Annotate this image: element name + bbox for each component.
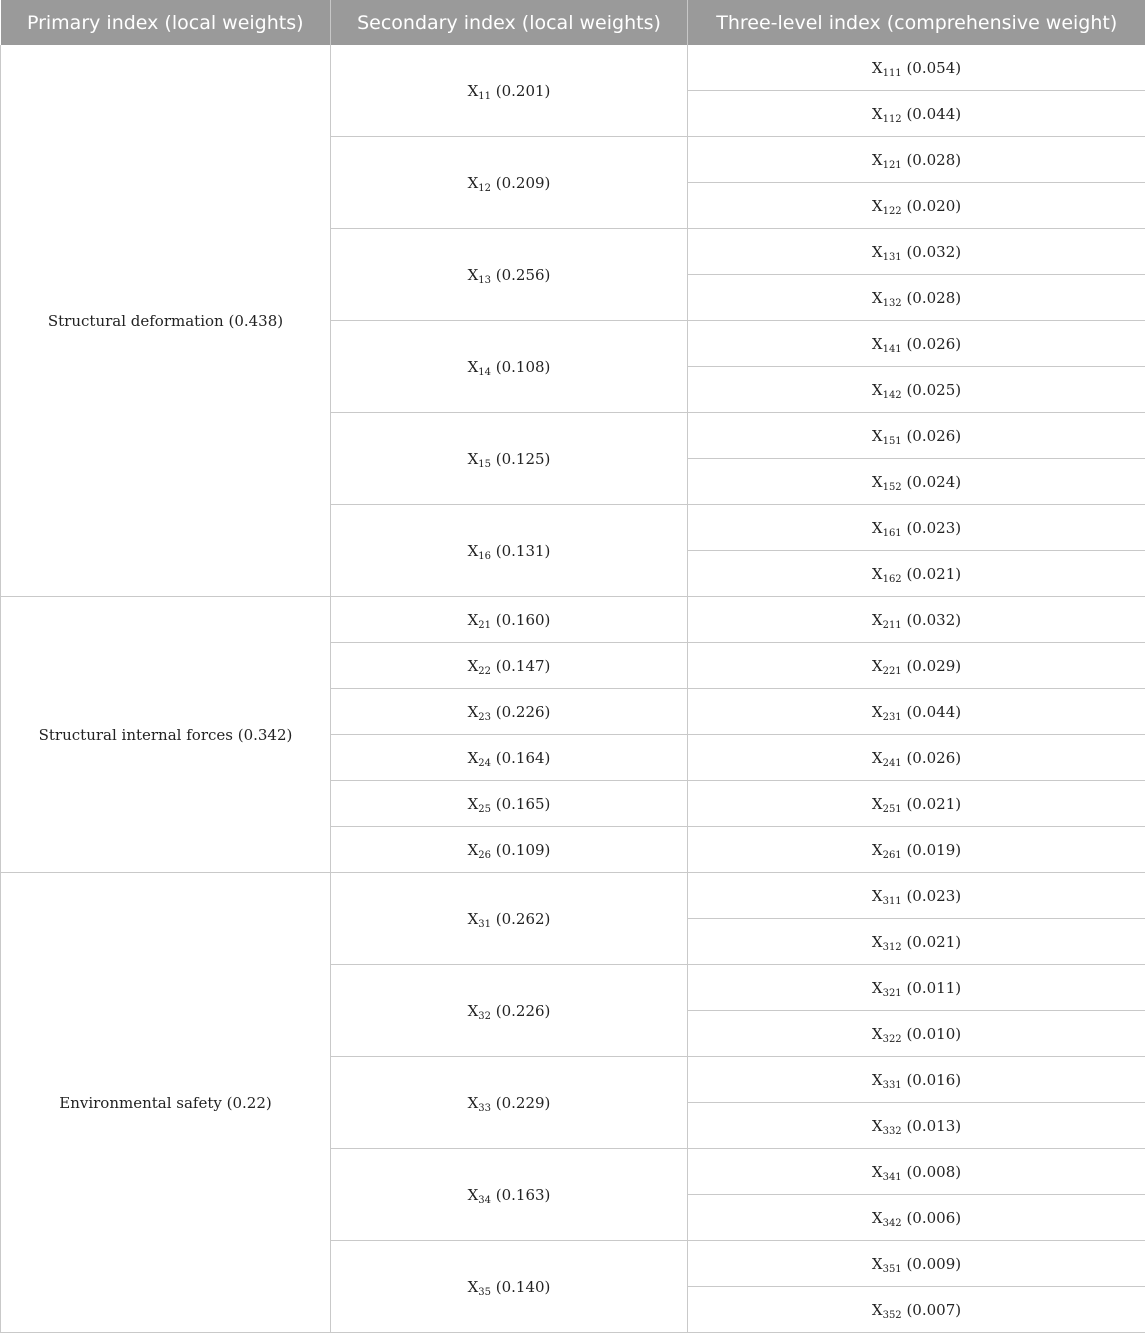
three-level-index-subscript: 352 <box>883 1310 902 1321</box>
three-level-index-cell <box>688 91 1145 137</box>
secondary-index-symbol: X <box>468 1186 479 1204</box>
three-level-index-subscript: 332 <box>883 1126 902 1137</box>
secondary-index-subscript: 15 <box>478 459 491 470</box>
three-level-index-subscript: 152 <box>883 482 902 493</box>
three-level-index-cell <box>688 459 1145 505</box>
three-level-index-cell <box>688 827 1145 873</box>
three-level-index-symbol: X <box>872 1301 883 1319</box>
secondary-index-cell <box>331 45 688 137</box>
three-level-index-header: Three-level index (comprehensive weight) <box>688 0 1145 45</box>
secondary-index-subscript: 35 <box>478 1287 491 1298</box>
three-level-index-weight: (0.011) <box>906 979 961 997</box>
three-level-index-symbol: X <box>872 933 883 951</box>
header-row <box>1 0 1145 45</box>
three-level-index-weight: (0.007) <box>906 1301 961 1319</box>
three-level-index-subscript: 261 <box>883 850 902 861</box>
secondary-index-symbol: X <box>468 841 479 859</box>
three-level-index-symbol: X <box>872 335 883 353</box>
three-level-index-weight: (0.026) <box>906 749 961 767</box>
three-level-index-subscript: 351 <box>883 1264 902 1275</box>
three-level-index-weight: (0.021) <box>906 565 961 583</box>
secondary-index-cell <box>331 321 688 413</box>
secondary-index-weight: (0.131) <box>496 542 551 560</box>
three-level-index-symbol: X <box>872 1209 883 1227</box>
three-level-index-cell <box>688 1103 1145 1149</box>
secondary-index-cell <box>331 505 688 597</box>
secondary-index-symbol: X <box>468 910 479 928</box>
three-level-index-symbol: X <box>872 519 883 537</box>
three-level-index-subscript: 312 <box>883 942 902 953</box>
three-level-index-weight: (0.026) <box>906 427 961 445</box>
three-level-index-subscript: 141 <box>883 344 902 355</box>
three-level-index-cell <box>688 1195 1145 1241</box>
secondary-index-weight: (0.147) <box>496 657 551 675</box>
three-level-index-cell <box>688 689 1145 735</box>
three-level-index-subscript: 112 <box>883 114 902 125</box>
three-level-index-weight: (0.044) <box>906 703 961 721</box>
secondary-index-weight: (0.262) <box>496 910 551 928</box>
three-level-index-cell <box>688 229 1145 275</box>
secondary-index-subscript: 33 <box>478 1103 491 1114</box>
three-level-index-subscript: 221 <box>883 666 902 677</box>
primary-index-cell: Structural deformation (0.438) <box>1 45 331 597</box>
secondary-index-cell <box>331 137 688 229</box>
three-level-index-symbol: X <box>872 197 883 215</box>
three-level-index-subscript: 322 <box>883 1034 902 1045</box>
secondary-index-subscript: 24 <box>478 758 491 769</box>
secondary-index-weight: (0.229) <box>496 1094 551 1112</box>
secondary-index-subscript: 16 <box>478 551 491 562</box>
secondary-index-symbol: X <box>468 1094 479 1112</box>
three-level-index-cell <box>688 321 1145 367</box>
three-level-index-weight: (0.023) <box>906 519 961 537</box>
secondary-index-subscript: 12 <box>478 183 491 194</box>
three-level-index-symbol: X <box>872 151 883 169</box>
secondary-index-cell <box>331 827 688 873</box>
three-level-index-cell <box>688 965 1145 1011</box>
three-level-index-symbol: X <box>872 1163 883 1181</box>
secondary-index-cell <box>331 965 688 1057</box>
three-level-index-symbol: X <box>872 795 883 813</box>
three-level-index-symbol: X <box>872 703 883 721</box>
three-level-index-symbol: X <box>872 381 883 399</box>
three-level-index-symbol: X <box>872 59 883 77</box>
three-level-index-cell <box>688 1241 1145 1287</box>
three-level-index-subscript: 142 <box>883 390 902 401</box>
secondary-index-cell <box>331 735 688 781</box>
secondary-index-header: Secondary index (local weights) <box>331 0 688 45</box>
three-level-index-symbol: X <box>872 611 883 629</box>
three-level-index-weight: (0.029) <box>906 657 961 675</box>
secondary-index-subscript: 26 <box>478 850 491 861</box>
three-level-index-symbol: X <box>872 657 883 675</box>
secondary-index-cell <box>331 781 688 827</box>
three-level-index-symbol: X <box>872 1117 883 1135</box>
secondary-index-symbol: X <box>468 266 479 284</box>
three-level-index-subscript: 161 <box>883 528 902 539</box>
three-level-index-symbol: X <box>872 243 883 261</box>
three-level-index-weight: (0.024) <box>906 473 961 491</box>
secondary-index-symbol: X <box>468 1278 479 1296</box>
secondary-index-symbol: X <box>468 749 479 767</box>
three-level-index-cell <box>688 551 1145 597</box>
primary-index-cell: Environmental safety (0.22) <box>1 873 331 1333</box>
three-level-index-weight: (0.013) <box>906 1117 961 1135</box>
three-level-index-cell <box>688 643 1145 689</box>
three-level-index-symbol: X <box>872 105 883 123</box>
primary-index-cell: Structural internal forces (0.342) <box>1 597 331 873</box>
three-level-index-weight: (0.054) <box>906 59 961 77</box>
secondary-index-subscript: 31 <box>478 919 491 930</box>
three-level-index-cell <box>688 735 1145 781</box>
three-level-index-symbol: X <box>872 841 883 859</box>
secondary-index-weight: (0.125) <box>496 450 551 468</box>
table-row <box>1 597 1145 643</box>
secondary-index-weight: (0.256) <box>496 266 551 284</box>
secondary-index-symbol: X <box>468 1002 479 1020</box>
secondary-index-weight: (0.226) <box>496 1002 551 1020</box>
three-level-index-subscript: 132 <box>883 298 902 309</box>
three-level-index-weight: (0.021) <box>906 795 961 813</box>
three-level-index-cell <box>688 873 1145 919</box>
three-level-index-weight: (0.019) <box>906 841 961 859</box>
secondary-index-weight: (0.201) <box>496 82 551 100</box>
three-level-index-symbol: X <box>872 1071 883 1089</box>
secondary-index-weight: (0.163) <box>496 1186 551 1204</box>
three-level-index-cell <box>688 45 1145 91</box>
secondary-index-subscript: 34 <box>478 1195 491 1206</box>
secondary-index-subscript: 14 <box>478 367 491 378</box>
table-row <box>1 873 1145 919</box>
three-level-index-subscript: 342 <box>883 1218 902 1229</box>
three-level-index-symbol: X <box>872 749 883 767</box>
table-row <box>1 45 1145 91</box>
three-level-index-weight: (0.010) <box>906 1025 961 1043</box>
three-level-index-weight: (0.008) <box>906 1163 961 1181</box>
secondary-index-subscript: 11 <box>478 91 491 102</box>
three-level-index-symbol: X <box>872 473 883 491</box>
secondary-index-symbol: X <box>468 657 479 675</box>
three-level-index-weight: (0.023) <box>906 887 961 905</box>
three-level-index-symbol: X <box>872 1025 883 1043</box>
secondary-index-cell <box>331 597 688 643</box>
three-level-index-cell <box>688 137 1145 183</box>
secondary-index-subscript: 13 <box>478 275 491 286</box>
three-level-index-weight: (0.026) <box>906 335 961 353</box>
three-level-index-subscript: 341 <box>883 1172 902 1183</box>
secondary-index-subscript: 32 <box>478 1011 491 1022</box>
three-level-index-subscript: 151 <box>883 436 902 447</box>
secondary-index-symbol: X <box>468 795 479 813</box>
secondary-index-symbol: X <box>468 82 479 100</box>
three-level-index-cell <box>688 781 1145 827</box>
three-level-index-weight: (0.006) <box>906 1209 961 1227</box>
three-level-index-symbol: X <box>872 427 883 445</box>
secondary-index-subscript: 23 <box>478 712 491 723</box>
secondary-index-symbol: X <box>468 450 479 468</box>
three-level-index-cell <box>688 1149 1145 1195</box>
three-level-index-subscript: 331 <box>883 1080 902 1091</box>
three-level-index-weight: (0.028) <box>906 151 961 169</box>
three-level-index-symbol: X <box>872 979 883 997</box>
secondary-index-symbol: X <box>468 611 479 629</box>
table-body <box>1 45 1145 1333</box>
secondary-index-symbol: X <box>468 358 479 376</box>
secondary-index-weight: (0.108) <box>496 358 551 376</box>
three-level-index-cell <box>688 367 1145 413</box>
secondary-index-weight: (0.209) <box>496 174 551 192</box>
three-level-index-weight: (0.016) <box>906 1071 961 1089</box>
three-level-index-weight: (0.020) <box>906 197 961 215</box>
secondary-index-subscript: 22 <box>478 666 491 677</box>
three-level-index-subscript: 321 <box>883 988 902 999</box>
three-level-index-symbol: X <box>872 887 883 905</box>
secondary-index-weight: (0.109) <box>496 841 551 859</box>
three-level-index-symbol: X <box>872 1255 883 1273</box>
three-level-index-subscript: 231 <box>883 712 902 723</box>
three-level-index-weight: (0.028) <box>906 289 961 307</box>
three-level-index-weight: (0.032) <box>906 611 961 629</box>
three-level-index-subscript: 241 <box>883 758 902 769</box>
three-level-index-subscript: 111 <box>883 68 902 79</box>
three-level-index-cell <box>688 505 1145 551</box>
secondary-index-subscript: 25 <box>478 804 491 815</box>
three-level-index-cell <box>688 597 1145 643</box>
three-level-index-weight: (0.021) <box>906 933 961 951</box>
secondary-index-symbol: X <box>468 174 479 192</box>
secondary-index-weight: (0.164) <box>496 749 551 767</box>
three-level-index-subscript: 211 <box>883 620 902 631</box>
secondary-index-weight: (0.160) <box>496 611 551 629</box>
three-level-index-subscript: 162 <box>883 574 902 585</box>
secondary-index-symbol: X <box>468 542 479 560</box>
secondary-index-symbol: X <box>468 703 479 721</box>
three-level-index-subscript: 122 <box>883 206 902 217</box>
three-level-index-cell <box>688 919 1145 965</box>
three-level-index-cell <box>688 275 1145 321</box>
secondary-index-cell <box>331 1149 688 1241</box>
table-header <box>1 0 1145 45</box>
secondary-index-cell <box>331 1241 688 1333</box>
secondary-index-weight: (0.140) <box>496 1278 551 1296</box>
secondary-index-weight: (0.165) <box>496 795 551 813</box>
primary-index-header: Primary index (local weights) <box>1 0 331 45</box>
three-level-index-cell <box>688 1057 1145 1103</box>
three-level-index-weight: (0.032) <box>906 243 961 261</box>
three-level-index-cell <box>688 183 1145 229</box>
secondary-index-cell <box>331 689 688 735</box>
three-level-index-weight: (0.025) <box>906 381 961 399</box>
secondary-index-cell <box>331 229 688 321</box>
three-level-index-weight: (0.044) <box>906 105 961 123</box>
three-level-index-cell <box>688 1011 1145 1057</box>
secondary-index-cell <box>331 413 688 505</box>
three-level-index-subscript: 131 <box>883 252 902 263</box>
three-level-index-weight: (0.009) <box>906 1255 961 1273</box>
three-level-index-cell <box>688 413 1145 459</box>
three-level-index-symbol: X <box>872 565 883 583</box>
three-level-index-symbol: X <box>872 289 883 307</box>
three-level-index-subscript: 311 <box>883 896 902 907</box>
secondary-index-cell <box>331 643 688 689</box>
secondary-index-weight: (0.226) <box>496 703 551 721</box>
secondary-index-subscript: 21 <box>478 620 491 631</box>
secondary-index-cell <box>331 1057 688 1149</box>
three-level-index-subscript: 121 <box>883 160 902 171</box>
secondary-index-cell <box>331 873 688 965</box>
three-level-index-subscript: 251 <box>883 804 902 815</box>
